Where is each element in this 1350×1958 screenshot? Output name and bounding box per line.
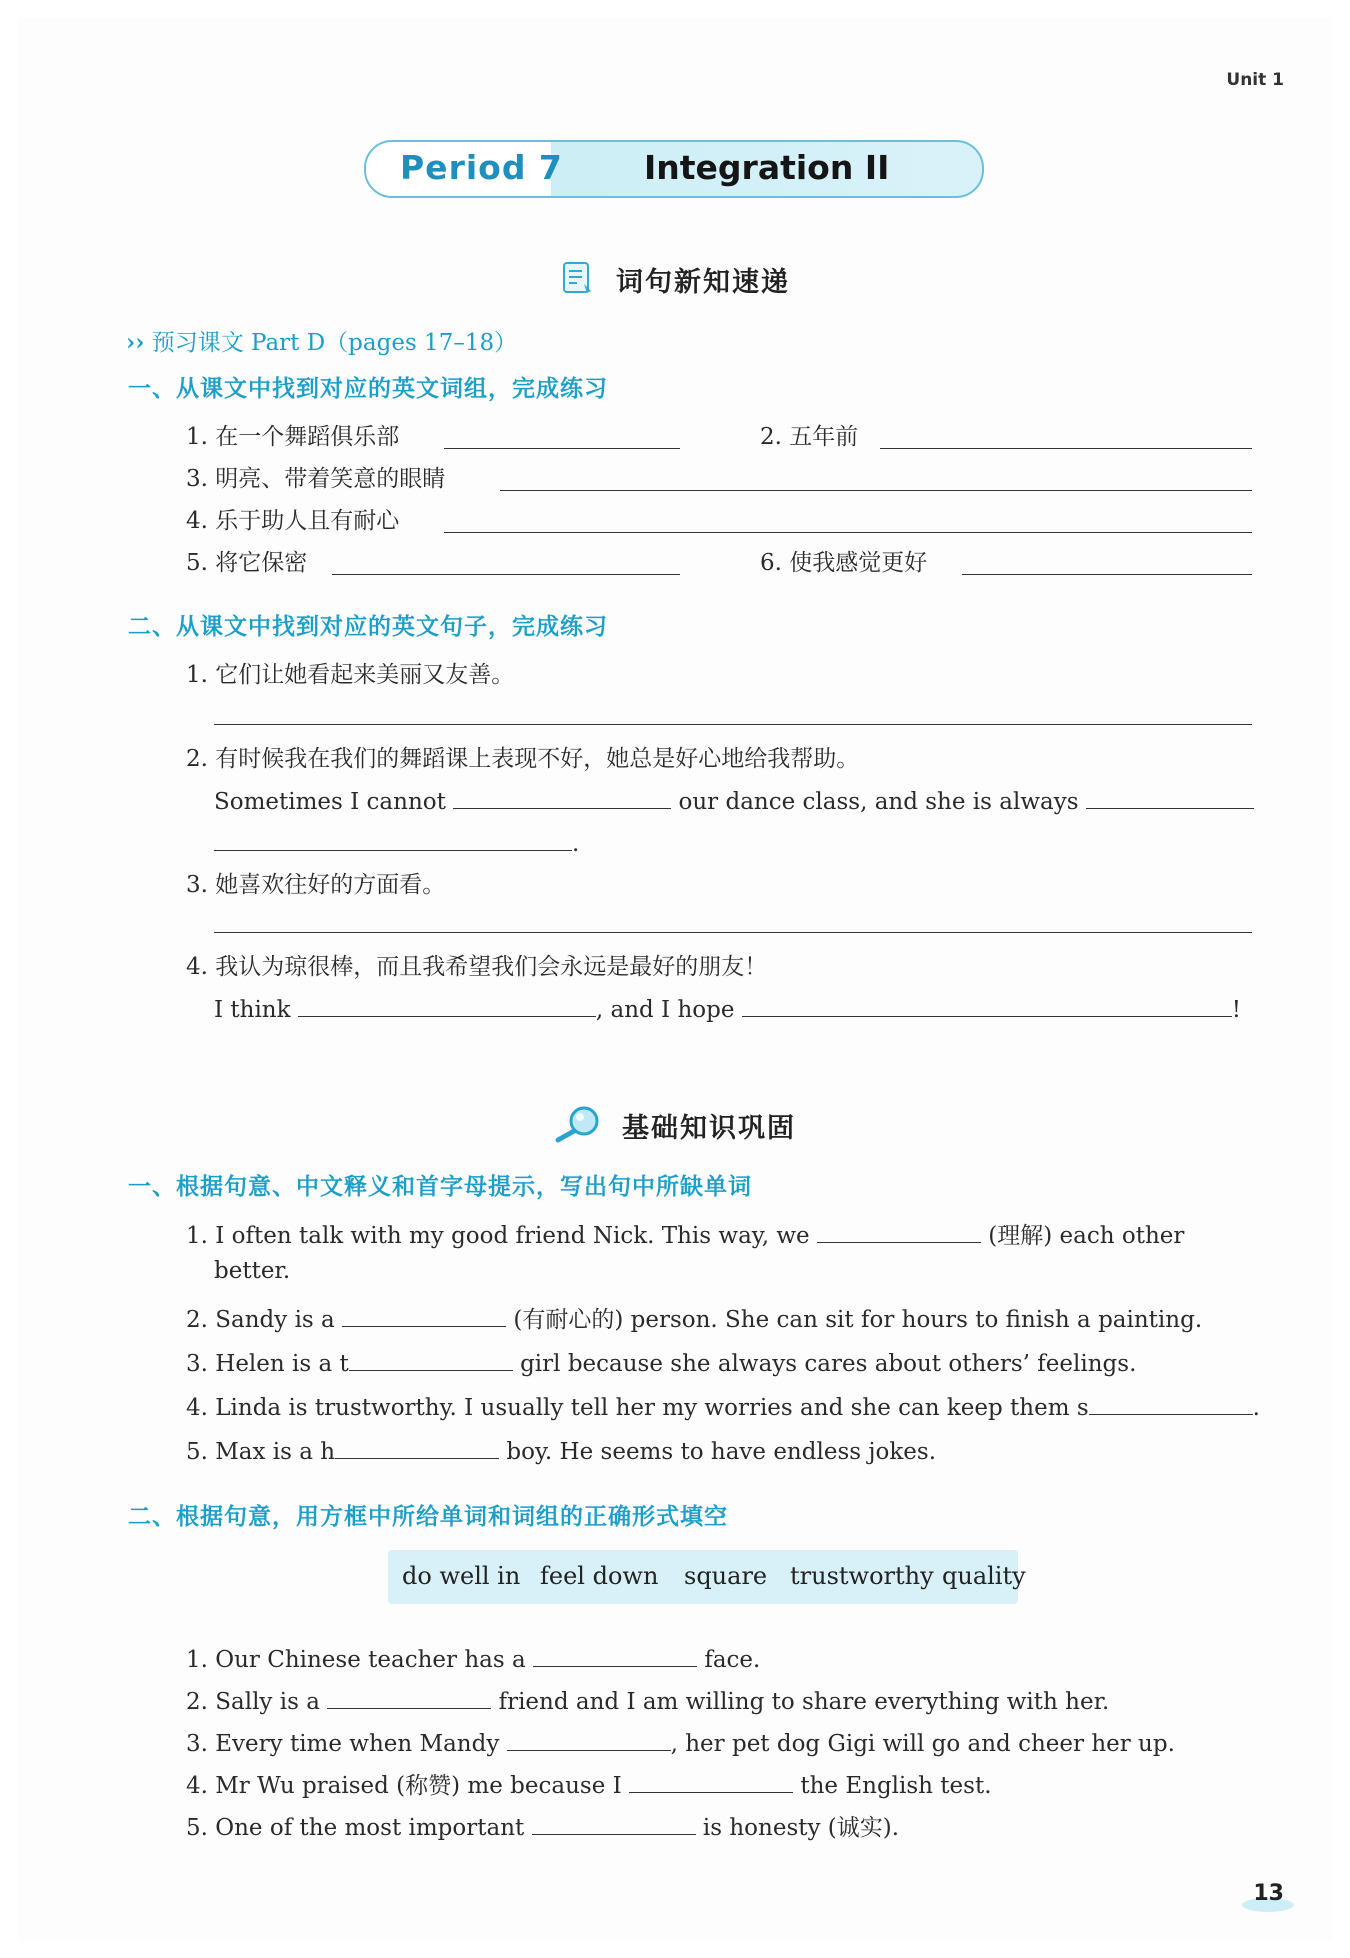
sentence-q4: 4. 我认为琼很棒，而且我希望我们会永远是最好的朋友！ [186, 954, 768, 980]
answer-blank[interactable] [962, 574, 1252, 575]
preview-text: 预习课文 Part D（pages 17–18） [151, 330, 518, 356]
fill-q1: 1. I often talk with my good friend Nick. This way, we (理解) each other [186, 1216, 1184, 1250]
word-bank-item: quality [942, 1562, 1026, 1590]
answer-blank[interactable] [298, 990, 596, 1017]
sentence-q2-english: Sometimes I cannot our dance class, and she is always [214, 782, 1254, 815]
title-banner [364, 140, 984, 198]
answer-blank[interactable] [444, 532, 1252, 533]
word-q1: 1. Our Chinese teacher has a face. [186, 1640, 760, 1673]
phrase-item-3: 3. 明亮、带着笑意的眼睛 [186, 466, 446, 492]
page-number: 13 [1253, 1881, 1284, 1906]
answer-blank[interactable] [335, 1432, 499, 1459]
answer-blank[interactable] [1089, 1388, 1253, 1415]
workbook-page [18, 18, 1332, 1940]
fill-q3: 3. Helen is a t girl because she always cares about others’ feelings. [186, 1344, 1136, 1377]
sentence-q2: 2. 有时候我在我们的舞蹈课上表现不好，她总是好心地给我帮助。 [186, 746, 860, 772]
answer-line[interactable] [214, 724, 1252, 725]
sentence-q2-continued: . [214, 824, 579, 857]
answer-blank[interactable] [214, 824, 572, 851]
word-bank-item: square [684, 1562, 768, 1590]
answer-blank[interactable] [332, 574, 680, 575]
answer-line[interactable] [214, 932, 1252, 933]
preview-note [126, 324, 517, 357]
word-bank-box [388, 1550, 1026, 1604]
section-heading-basic-knowledge: 基础知识巩固 [622, 1113, 796, 1144]
answer-blank[interactable] [742, 990, 1232, 1017]
fill-q1-continued: better. [214, 1258, 291, 1284]
answer-blank[interactable] [444, 448, 680, 449]
sentence-q1: 1. 它们让她看起来美丽又友善。 [186, 662, 515, 688]
phrase-item-2: 2. 五年前 [760, 424, 859, 450]
answer-blank[interactable] [1086, 782, 1254, 809]
double-chevron-icon: ›› [126, 329, 145, 356]
phrase-item-6: 6. 使我感觉更好 [760, 550, 928, 576]
fill-q4: 4. Linda is trustworthy. I usually tell her my worries and she can keep them s . [186, 1388, 1260, 1421]
answer-blank[interactable] [507, 1724, 671, 1751]
lesson-title: Integration II [644, 148, 890, 187]
answer-blank[interactable] [629, 1766, 793, 1793]
answer-blank[interactable] [453, 782, 671, 809]
answer-blank[interactable] [533, 1640, 697, 1667]
answer-blank[interactable] [500, 490, 1252, 491]
instruction-2b: 二、根据句意，用方框中所给单词和词组的正确形式填空 [128, 1504, 728, 1530]
instruction-1b: 二、从课文中找到对应的英文句子，完成练习 [128, 614, 608, 640]
word-q5: 5. One of the most important is honesty (诚实). [186, 1808, 899, 1842]
section-heading-new-knowledge: 词句新知速递 [616, 267, 790, 298]
answer-blank[interactable] [532, 1808, 696, 1835]
phrase-item-1: 1. 在一个舞蹈俱乐部 [186, 424, 400, 450]
answer-blank[interactable] [817, 1216, 981, 1243]
word-q3: 3. Every time when Mandy , her pet dog Gigi will go and cheer her up. [186, 1724, 1175, 1757]
phrase-item-5: 5. 将它保密 [186, 550, 308, 576]
word-bank-item: feel down [540, 1562, 659, 1590]
sentence-q3: 3. 她喜欢往好的方面看。 [186, 872, 446, 898]
word-q4: 4. Mr Wu praised (称赞) me because I the English test. [186, 1766, 992, 1800]
word-bank-item: trustworthy [790, 1562, 934, 1590]
answer-blank[interactable] [327, 1682, 491, 1709]
instruction-2a: 一、根据句意、中文释义和首字母提示，写出句中所缺单词 [128, 1174, 752, 1200]
instruction-1a: 一、从课文中找到对应的英文词组，完成练习 [128, 376, 608, 402]
answer-blank[interactable] [880, 448, 1252, 449]
magnifier-icon [552, 1104, 604, 1148]
word-bank-item: do well in [402, 1562, 521, 1590]
phrase-item-4: 4. 乐于助人且有耐心 [186, 508, 400, 534]
fill-q2: 2. Sandy is a (有耐心的) person. She can sit for hours to finish a painting. [186, 1300, 1202, 1334]
word-q2: 2. Sally is a friend and I am willing to share everything with her. [186, 1682, 1109, 1715]
sentence-q4-english: I think , and I hope ! [214, 990, 1241, 1023]
period-label: Period 7 [400, 148, 563, 187]
notebook-icon [560, 260, 596, 300]
fill-q5: 5. Max is a h boy. He seems to have endless jokes. [186, 1432, 936, 1465]
unit-label: Unit 1 [1226, 70, 1284, 90]
answer-blank[interactable] [342, 1300, 506, 1327]
answer-blank[interactable] [349, 1344, 513, 1371]
